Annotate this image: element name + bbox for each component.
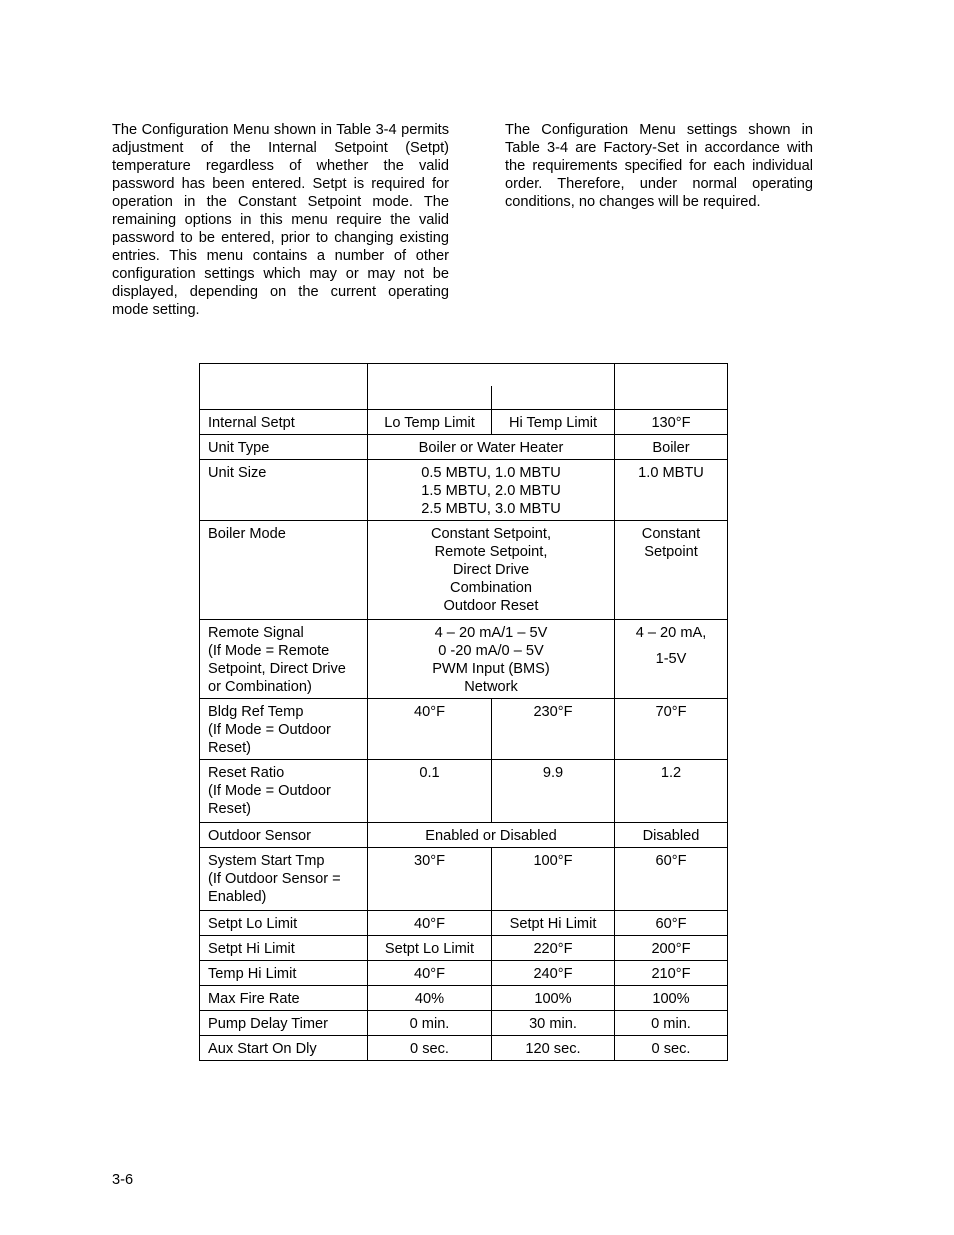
row-item: Pump Delay Timer bbox=[200, 1011, 368, 1036]
table-row bbox=[200, 410, 728, 435]
row-max: Setpt Hi Limit bbox=[492, 911, 615, 936]
row-item: Temp Hi Limit bbox=[200, 961, 368, 986]
row-min: 0.1 bbox=[368, 760, 492, 823]
row-default: Disabled bbox=[615, 823, 728, 848]
table-row bbox=[200, 460, 728, 521]
row-item: Aux Start On Dly bbox=[200, 1036, 368, 1061]
table-row bbox=[200, 848, 728, 911]
row-range: Enabled or Disabled bbox=[368, 823, 615, 848]
row-range: Boiler or Water Heater bbox=[368, 435, 615, 460]
row-default: 100% bbox=[615, 986, 728, 1011]
header-cell-default bbox=[615, 364, 728, 410]
row-item: Reset Ratio (If Mode = Outdoor Reset) bbox=[200, 760, 368, 823]
header-cell-range bbox=[368, 364, 615, 410]
row-default: 0 sec. bbox=[615, 1036, 728, 1061]
row-default bbox=[615, 620, 728, 699]
row-max: 120 sec. bbox=[492, 1036, 615, 1061]
row-default: 200°F bbox=[615, 936, 728, 961]
row-max: 100% bbox=[492, 986, 615, 1011]
row-max: 9.9 bbox=[492, 760, 615, 823]
row-min: 40°F bbox=[368, 961, 492, 986]
table-row bbox=[200, 1036, 728, 1061]
row-min: Lo Temp Limit bbox=[368, 410, 492, 435]
row-item: Unit Size bbox=[200, 460, 368, 521]
page-number: 3-6 bbox=[112, 1172, 134, 1188]
intro-paragraph-right: The Configuration Menu settings shown in Table 3-4 are Factory-Set in accordance with the requirements specified for each individual order. Therefore, under normal operating conditions, no changes will be required. bbox=[505, 122, 813, 210]
table-row bbox=[200, 435, 728, 460]
row-min: 40°F bbox=[368, 911, 492, 936]
row-default: 0 min. bbox=[615, 1011, 728, 1036]
row-range: Constant Setpoint, Remote Setpoint, Direct Drive Combination Outdoor Reset bbox=[368, 521, 615, 620]
header-cell-item bbox=[200, 364, 368, 410]
row-item: System Start Tmp (If Outdoor Sensor = Enabled) bbox=[200, 848, 368, 911]
table-row bbox=[200, 760, 728, 823]
row-item: Setpt Lo Limit bbox=[200, 911, 368, 936]
row-min: 0 sec. bbox=[368, 1036, 492, 1061]
table-row bbox=[200, 986, 728, 1011]
row-item: Unit Type bbox=[200, 435, 368, 460]
intro-paragraph-left: The Configuration Menu shown in Table 3-4 permits adjustment of the Internal Setpoint (Setpt) temperature regardless of whether the valid password has been entered. Setpt is required for operation in the Constant Setpoint mode. The remaining options in this menu require the valid password to be entered, prior to changing existing entries. This menu contains a number of other configuration settings which may or may not be displayed, depending on the current operating mode setting. bbox=[112, 122, 449, 318]
table-row bbox=[200, 936, 728, 961]
row-item: Bldg Ref Temp (If Mode = Outdoor Reset) bbox=[200, 699, 368, 760]
table-row bbox=[200, 823, 728, 848]
row-max: 220°F bbox=[492, 936, 615, 961]
default-line-2: 1-5V bbox=[655, 651, 687, 667]
row-default: 70°F bbox=[615, 699, 728, 760]
row-item: Remote Signal (If Mode = Remote Setpoint, Direct Drive or Combination) bbox=[200, 620, 368, 699]
row-min: 0 min. bbox=[368, 1011, 492, 1036]
default-line-1: 4 – 20 mA, bbox=[635, 625, 707, 641]
row-range: 0.5 MBTU, 1.0 MBTU 1.5 MBTU, 2.0 MBTU 2.5 MBTU, 3.0 MBTU bbox=[368, 460, 615, 521]
row-max: 30 min. bbox=[492, 1011, 615, 1036]
row-default: 1.2 bbox=[615, 760, 728, 823]
row-max: Hi Temp Limit bbox=[492, 410, 615, 435]
row-default: 60°F bbox=[615, 848, 728, 911]
row-item: Setpt Hi Limit bbox=[200, 936, 368, 961]
row-default: Constant Setpoint bbox=[615, 521, 728, 620]
row-max: 240°F bbox=[492, 961, 615, 986]
row-item: Boiler Mode bbox=[200, 521, 368, 620]
table-row bbox=[200, 620, 728, 699]
row-item: Max Fire Rate bbox=[200, 986, 368, 1011]
row-default: 210°F bbox=[615, 961, 728, 986]
row-default: 130°F bbox=[615, 410, 728, 435]
row-default: 1.0 MBTU bbox=[615, 460, 728, 521]
row-min: 40°F bbox=[368, 699, 492, 760]
table-row bbox=[200, 961, 728, 986]
row-item: Outdoor Sensor bbox=[200, 823, 368, 848]
row-min: 40% bbox=[368, 986, 492, 1011]
row-min: 30°F bbox=[368, 848, 492, 911]
configuration-menu-table bbox=[199, 363, 728, 1061]
row-max: 230°F bbox=[492, 699, 615, 760]
table-row bbox=[200, 521, 728, 620]
table-row bbox=[200, 911, 728, 936]
table-header-row bbox=[200, 364, 728, 410]
table-row bbox=[200, 1011, 728, 1036]
table-row bbox=[200, 699, 728, 760]
row-range: 4 – 20 mA/1 – 5V 0 -20 mA/0 – 5V PWM Input (BMS) Network bbox=[368, 620, 615, 699]
row-item: Internal Setpt bbox=[200, 410, 368, 435]
row-default: 60°F bbox=[615, 911, 728, 936]
row-min: Setpt Lo Limit bbox=[368, 936, 492, 961]
row-max: 100°F bbox=[492, 848, 615, 911]
row-default: Boiler bbox=[615, 435, 728, 460]
